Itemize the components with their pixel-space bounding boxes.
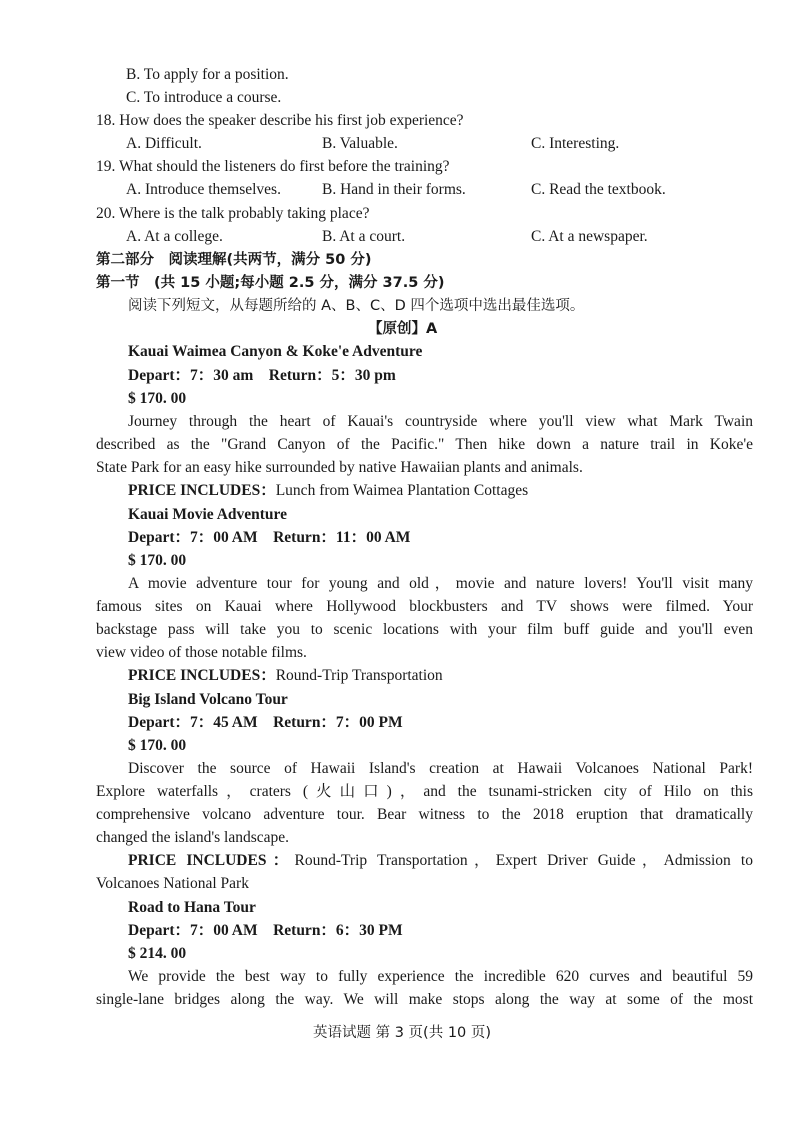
tour-includes bbox=[128, 666, 443, 686]
price-includes-text: Volcanoes National Park bbox=[96, 875, 249, 892]
tour-price: $ 214. 00 bbox=[128, 945, 187, 962]
tour-description-line: single-lane bridges along the way. We will make stops along the way at some of the most bbox=[96, 991, 753, 1008]
q19-option-b: B. Hand in their forms. bbox=[322, 181, 466, 198]
price-includes-text: Lunch from Waimea Plantation Cottages bbox=[275, 482, 529, 499]
tour-description-line: described as the "Grand Canyon of the Pacific." Then hike down a nature trail in Koke'e bbox=[96, 436, 753, 453]
tour-name: Road to Hana Tour bbox=[128, 899, 256, 916]
tour-includes bbox=[128, 481, 528, 501]
q19-stem: 19. What should the listeners do first before the training? bbox=[96, 158, 450, 175]
price-includes-text: Round-Trip Transportation bbox=[275, 667, 443, 684]
q20-stem: 20. Where is the talk probably taking place? bbox=[96, 205, 370, 222]
q18-option-b: B. Valuable. bbox=[322, 135, 398, 152]
q19-option-a: A. Introduce themselves. bbox=[126, 181, 281, 198]
tour-times: Depart：7：00 AM Return：6：30 PM bbox=[128, 922, 403, 939]
page-footer: 英语试题 第 3 页(共 10 页) bbox=[313, 1025, 492, 1041]
q20-option-c: C. At a newspaper. bbox=[531, 228, 648, 245]
tour-name: Big Island Volcano Tour bbox=[128, 691, 288, 708]
q19-option-c: C. Read the textbook. bbox=[531, 181, 666, 198]
tour-description-line: We provide the best way to fully experience the incredible 620 curves and beautiful 59 bbox=[128, 968, 753, 985]
q17-option-c: C. To introduce a course. bbox=[126, 89, 282, 106]
tour-description-line: changed the island's landscape. bbox=[96, 829, 290, 846]
q20-option-a: A. At a college. bbox=[126, 228, 223, 245]
q20-option-b: B. At a court. bbox=[322, 228, 406, 245]
tour-price: $ 170. 00 bbox=[128, 737, 187, 754]
tour-description-line: Journey through the heart of Kauai's countryside where you'll view what Mark Twain bbox=[128, 413, 753, 430]
tour-description-line: State Park for an easy hike surrounded by native Hawaiian plants and animals. bbox=[96, 459, 583, 476]
price-includes-label: PRICE INCLUDES： bbox=[128, 667, 276, 684]
tour-description-line: Explore waterfalls，craters (火山口)，and the tsunami-stricken city of Hilo on this bbox=[96, 783, 753, 800]
tour-times: Depart：7：45 AM Return：7：00 PM bbox=[128, 714, 403, 731]
tour-description-line: backstage pass will take you to scenic locations with your film buff guide and you'll even bbox=[96, 621, 753, 638]
tour-price: $ 170. 00 bbox=[128, 552, 187, 569]
q17-option-b: B. To apply for a position. bbox=[126, 66, 289, 83]
q18-option-a: A. Difficult. bbox=[126, 135, 202, 152]
tour-name: Kauai Movie Adventure bbox=[128, 506, 288, 523]
tour-description-line: view video of those notable films. bbox=[96, 644, 307, 661]
tour-description-line: famous sites on Kauai where Hollywood blockbusters and TV shows were filmed. Your bbox=[96, 598, 753, 615]
tour-description-line: A movie adventure tour for young and old，movie and nature lovers! You'll visit many bbox=[128, 575, 753, 592]
tour-times: Depart：7：30 am Return：5：30 pm bbox=[128, 367, 396, 384]
tour-includes bbox=[128, 851, 753, 871]
tour-description-line: Discover the source of Hawaii Island's creation at Hawaii Volcanoes National Park! bbox=[128, 760, 753, 777]
reading-instruction: 阅读下列短文，从每题所给的 A、B、C、D 四个选项中选出最佳选项。 bbox=[128, 298, 585, 314]
part-two-title: 第二部分 阅读理解(共两节，满分 50 分) bbox=[96, 252, 372, 268]
tour-times: Depart：7：00 AM Return：11：00 AM bbox=[128, 529, 411, 546]
section-one-title: 第一节 (共 15 小题;每小题 2.5 分，满分 37.5 分) bbox=[96, 275, 445, 291]
price-includes-label: PRICE INCLUDES： bbox=[128, 482, 276, 499]
price-includes-text: Round-Trip Transportation，Expert Driver Guide，Admission to bbox=[294, 852, 753, 869]
price-includes-label: PRICE INCLUDES： bbox=[128, 852, 295, 869]
q18-stem: 18. How does the speaker describe his first job experience? bbox=[96, 112, 464, 129]
tour-description-line: comprehensive volcano adventure tour. Bear witness to the 2018 eruption that dramatically bbox=[96, 806, 753, 823]
tour-name: Kauai Waimea Canyon & Koke'e Adventure bbox=[128, 343, 423, 360]
q18-option-c: C. Interesting. bbox=[531, 135, 620, 152]
tour-price: $ 170. 00 bbox=[128, 390, 187, 407]
passage-label: 【原创】A bbox=[368, 321, 438, 337]
